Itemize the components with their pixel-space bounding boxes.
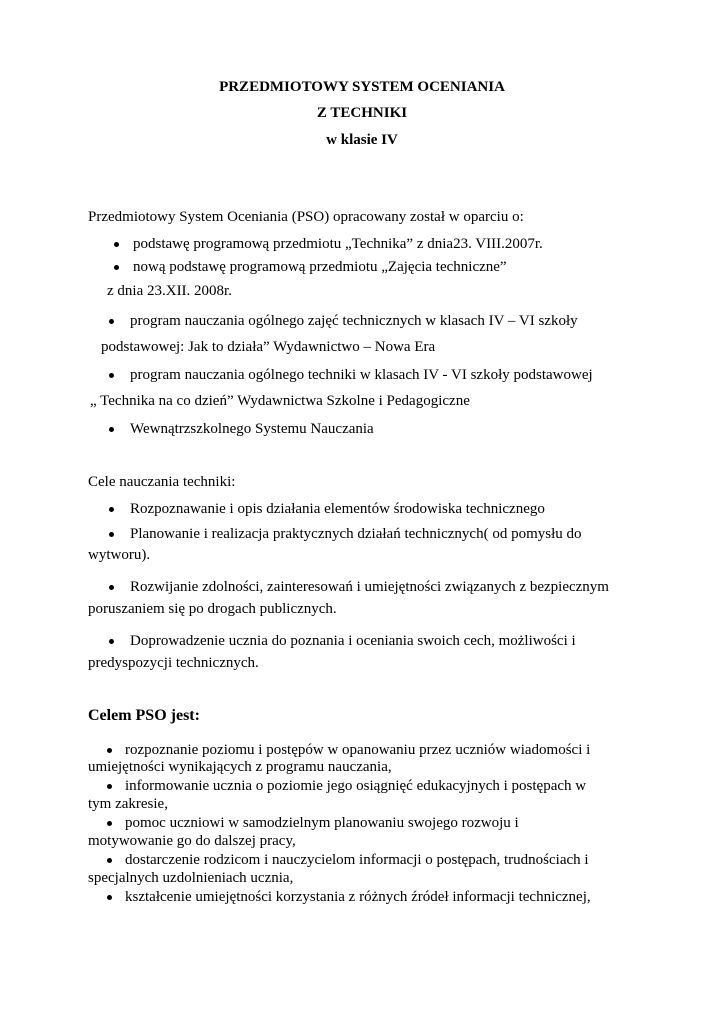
goal-item-3: Rozwijanie zdolności, zainteresowań i umiejętności związanych z bezpiecznym (130, 579, 609, 595)
bullet-icon (109, 639, 114, 644)
bullet-icon (107, 821, 112, 826)
pso-item-5: kształcenie umiejętności korzystania z różnych źródeł informacji technicznej, (125, 889, 591, 905)
bullet-icon (107, 748, 112, 753)
bullet-icon (109, 319, 114, 324)
pso-item-4-continued: specjalnych uzdolnieniach ucznia, (88, 870, 294, 886)
basis-item-3-continued: podstawowej: Jak to działa” Wydawnictwo – Nowa Era (101, 339, 436, 355)
bullet-icon (114, 265, 119, 270)
bullet-icon (109, 532, 114, 537)
document-title-line-3: w klasie IV (326, 132, 398, 148)
bullet-icon (107, 858, 112, 863)
goal-item-1: Rozpoznawanie i opis działania elementów środowiska technicznego (130, 501, 545, 517)
basis-item-1: podstawę programową przedmiotu „Technika” z dnia23. VIII.2007r. (133, 236, 543, 252)
pso-heading: Celem PSO jest: (88, 707, 200, 724)
goal-item-2: Planowanie i realizacja praktycznych działań technicznych( od pomysłu do (130, 526, 582, 542)
goal-item-4-continued: predyspozycji technicznych. (88, 655, 259, 671)
goal-item-2-continued: wytworu). (88, 547, 151, 563)
goal-item-3-continued: poruszaniem się po drogach publicznych. (88, 601, 337, 617)
pso-item-3: pomoc uczniowi w samodzielnym planowaniu swojego rozwoju i (125, 815, 519, 831)
pso-item-2-continued: tym zakresie, (88, 796, 168, 812)
basis-item-5: Wewnątrzszkolnego Systemu Nauczania (130, 421, 374, 437)
bullet-icon (109, 507, 114, 512)
bullet-icon (109, 373, 114, 378)
basis-item-2-continued: z dnia 23.XII. 2008r. (107, 283, 232, 299)
basis-item-3: program nauczania ogólnego zajęć technicznych w klasach IV – VI szkoły (130, 313, 578, 329)
basis-item-4-continued: „ Technika na co dzień” Wydawnictwa Szkolne i Pedagogiczne (90, 393, 470, 409)
pso-item-3-continued: motywowanie go do dalszej pracy, (88, 833, 296, 849)
basis-item-2: nową podstawę programową przedmiotu „Zajęcia techniczne” (133, 259, 507, 275)
pso-item-4: dostarczenie rodzicom i nauczycielom informacji o postępach, trudnościach i (125, 852, 589, 868)
bullet-icon (107, 784, 112, 789)
pso-item-2: informowanie ucznia o poziomie jego osiągnięć edukacyjnych i postępach w (125, 778, 587, 794)
document-title-line-1: PRZEDMIOTOWY SYSTEM OCENIANIA (219, 79, 505, 95)
bullet-icon (114, 242, 119, 247)
bullet-icon (109, 585, 114, 590)
pso-item-1-continued: umiejętności wynikających z programu nauczania, (88, 759, 392, 775)
intro-paragraph: Przedmiotowy System Oceniania (PSO) opracowany został w oparciu o: (88, 209, 524, 225)
basis-item-4: program nauczania ogólnego techniki w klasach IV - VI szkoły podstawowej (130, 367, 593, 383)
goals-heading: Cele nauczania techniki: (88, 474, 236, 490)
bullet-icon (107, 895, 112, 900)
pso-item-1: rozpoznanie poziomu i postępów w opanowaniu przez uczniów wiadomości i (125, 742, 591, 758)
goal-item-4: Doprowadzenie ucznia do poznania i oceniania swoich cech, możliwości i (130, 633, 576, 649)
bullet-icon (109, 427, 114, 432)
document-title-line-2: Z TECHNIKI (316, 105, 408, 121)
